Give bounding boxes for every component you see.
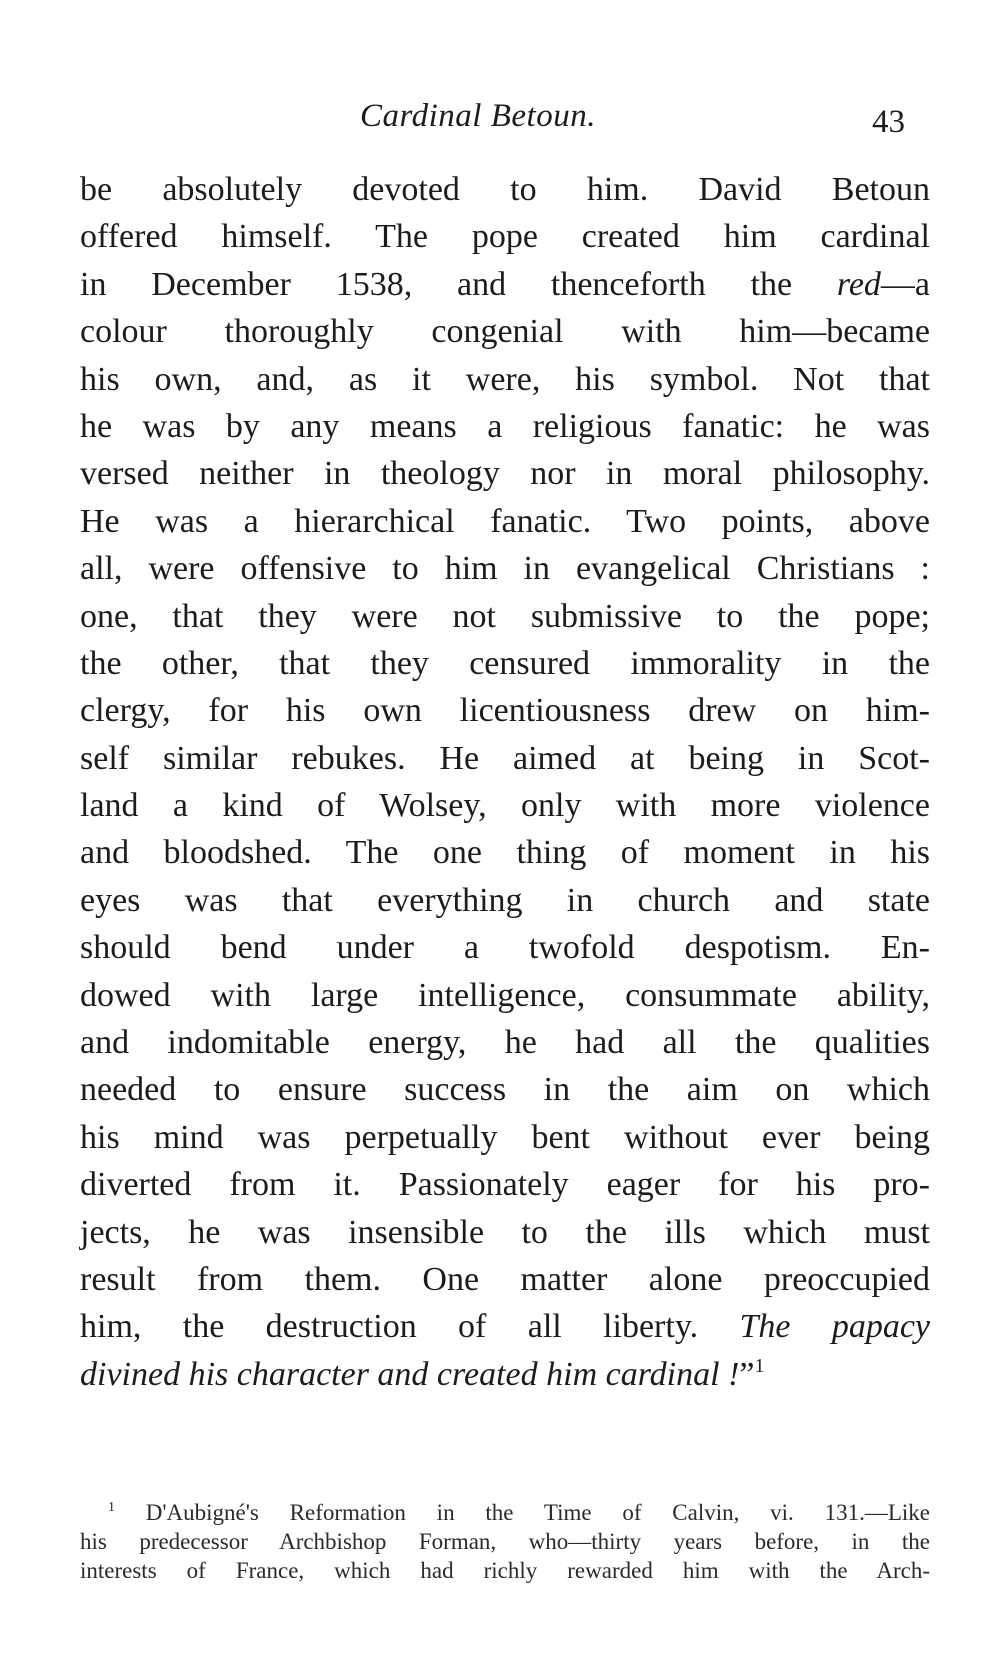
text-line-26: divined his character and created him cardinal !”$^1$ [80, 1354, 765, 1393]
text-line-21: his mind was perpetually bent without ever being [80, 1118, 930, 1156]
text-line-1: be absolutely devoted to him. David Betoun [80, 171, 930, 208]
text-line-19: and indomitable energy, he had all the qualities [80, 1024, 930, 1062]
text-line-11: the other, that they censured immorality in the [80, 644, 930, 682]
italic-the-papacy: The papacy [739, 1308, 931, 1346]
text-line-2: offered himself. The pope created him cardinal [80, 218, 930, 256]
text-line-24: result from them. One matter alone preoccupied [80, 1260, 930, 1298]
text-line-6: he was by any means a religious fanatic: he was [80, 407, 930, 445]
text-line-22: diverted from it. Passionately eager for his pro- [80, 1166, 930, 1204]
footnote [80, 1498, 930, 1585]
running-title: Cardinal Betoun. [360, 98, 596, 134]
text-line-10: one, that they were not submissive to the pope; [80, 597, 930, 635]
italic-closing-quote: divined his character and created him cardinal ! [80, 1355, 740, 1393]
text-line-12: clergy, for his own licentiousness drew on him- [80, 692, 930, 730]
text-line-5: his own, and, as it were, his symbol. Not that [80, 360, 930, 398]
text-line-14: land a kind of Wolsey, only with more violence [80, 787, 930, 825]
footnote-marker: 1 [108, 1500, 115, 1515]
text-line-23: jects, he was insensible to the ills which must [80, 1213, 930, 1251]
page-number: 43 [872, 104, 905, 140]
text-line-8: He was a hierarchical fanatic. Two points, above [80, 502, 930, 540]
text-line-4: colour thoroughly congenial with him—became [80, 313, 930, 351]
text-line-18: dowed with large intelligence, consummate ability, [80, 976, 930, 1014]
footnote-line-1: $^1$ D'Aubigné's Reformation in the Time of Calvin, vi. 131.—Like [108, 1500, 930, 1525]
text-line-25: him, the destruction of all liberty. The papacy [80, 1308, 931, 1346]
text-line-7: versed neither in theology nor in moral philosophy. [80, 455, 930, 493]
body-text [80, 166, 930, 1398]
text-line-17: should bend under a twofold despotism. En- [80, 929, 930, 967]
italic-red: red [836, 265, 881, 303]
running-head [80, 98, 930, 148]
text-line-20: needed to ensure success in the aim on which [80, 1071, 930, 1109]
footnote-reference[interactable]: 1 [754, 1354, 765, 1377]
text-line-16: eyes was that everything in church and state [80, 881, 930, 919]
text-line-3: in December 1538, and thenceforth the red—a [80, 265, 930, 303]
footnote-line-2: his predecessor Archbishop Forman, who—thirty years before, in the [80, 1529, 930, 1554]
text-line-9: all, were offensive to him in evangelical Christians : [80, 550, 930, 588]
text-line-13: self similar rebukes. He aimed at being in Scot- [80, 739, 930, 777]
text-line-15: and bloodshed. The one thing of moment in his [80, 834, 930, 872]
footnote-line-3: interests of France, which had richly rewarded him with the Arch- [80, 1558, 930, 1583]
